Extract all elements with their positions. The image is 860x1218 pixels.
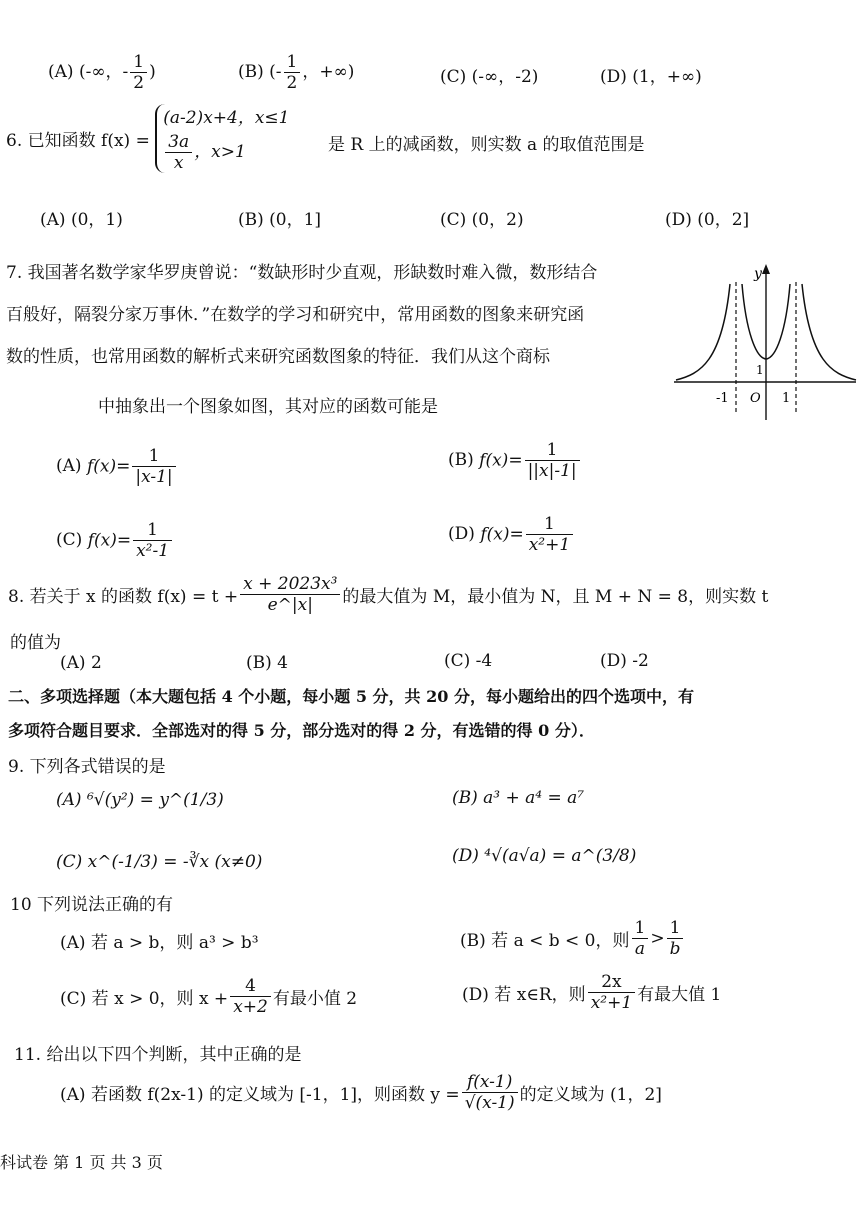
section2-instructions: 多项符合题目要求．全部选对的得 5 分，部分选对的得 2 分，有选错的得 0 分）． — [8, 721, 595, 740]
q10-option-b: (B) 若 a < b < 0，则 $\frac{1}{a}$ > $\frac{1}{b}$ — [460, 918, 685, 959]
q5-option-c: (C) (-∞，-2) — [440, 67, 539, 87]
q7-line-1: 7. 我国著名数学家华罗庚曾说：“数缺形时少直观，形缺数时难入微，数形结合 — [6, 263, 598, 283]
q9-option-a: (A) ⁶√(y²) = y^(1/3) — [56, 790, 224, 810]
q6-piecewise: (a-2)x+4，x≤1 $\frac{3a}{x}$ ，x>1 — [155, 104, 289, 173]
q11-option-a: (A) 若函数 f(2x-1) 的定义域为 [-1，1]，则函数 y = $\frac{f(x-1)}{√(x-1)}$ 的定义域为 (1，2] — [60, 1072, 662, 1113]
q5-option-b: (B) (- $\frac{1}{2}$ ，+∞) — [238, 52, 355, 93]
q8-stem: 8. 若关于 x 的函数 f(x) = t + $\frac{\text{x + 2023x³}}{e\^{}|x|}$ 的最大值为 M，最小值为 N，且 M + N = 8，则实数 t — [8, 574, 769, 615]
q6-option-c: (C) (0，2) — [440, 210, 524, 230]
y-axis-arrow — [762, 264, 770, 274]
q9-title: 9. 下列各式错误的是 — [8, 757, 166, 777]
graph-pos-one: 1 — [782, 391, 791, 406]
q6-option-d: (D) (0，2] — [665, 210, 750, 230]
q9-option-c: (C) x^(-1/3) = -∛x (x≠0) — [56, 852, 263, 872]
q5-options-row — [48, 52, 156, 93]
q7-option-b: (B) f(x)= $\frac{1}{||x|-1|}$ — [448, 440, 582, 481]
q7-line-3: 数的性质，也常用函数的解析式来研究函数图象的特征．我们从这个商标 — [6, 347, 550, 367]
q7-option-c: (C) f(x)= $\frac{1}{\text{x²-1}}$ — [56, 520, 174, 561]
q7-line-2: 百般好，隔裂分家万事休．”在数学的学习和研究中，常用函数的图象来研究函 — [6, 305, 585, 325]
q8-option-c: (C) -4 — [444, 651, 493, 671]
q6-option-a: (A) (0，1) — [40, 210, 123, 230]
q6-stem: 6. 已知函数 f(x) = (a-2)x+4，x≤1 $\frac{3a}{x}$ ，x>1 — [6, 104, 290, 173]
graph-origin: O — [750, 391, 761, 406]
q5-option-a: (A) (-∞，- $\frac{1}{2}$ ) — [48, 52, 156, 93]
q10-option-d: (D) 若 x∈R，则 $\frac{2x}{\text{x²+1}}$ 有最大值 1 — [462, 972, 722, 1013]
curve-right — [802, 284, 856, 380]
graph-neg-one: -1 — [716, 391, 729, 406]
q7-function-graph — [670, 262, 860, 422]
q11-title: 11. 给出以下四个判断，其中正确的是 — [14, 1045, 302, 1065]
section2-heading: 二、多项选择题（本大题包括 4 个小题，每小题 5 分，共 20 分，每小题给出的四个选项中，有 — [8, 687, 694, 706]
q7-line-4: 中抽象出一个图象如图，其对应的函数可能是 — [98, 397, 438, 417]
q7-option-d: (D) f(x)= $\frac{1}{\text{x²+1}}$ — [448, 514, 575, 555]
q8-option-b: (B) 4 — [246, 653, 288, 673]
q6-option-b: (B) (0，1] — [238, 210, 322, 230]
q9-option-d: (D) ⁴√(a√a) = a^(3/8) — [452, 846, 637, 866]
q5-option-d: (D) (1，+∞) — [600, 67, 702, 87]
q8-option-a: (A) 2 — [60, 653, 102, 673]
page-footer: 科试卷 第 1 页 共 3 页 — [0, 1153, 163, 1172]
q9-option-b: (B) a³ + a⁴ = a⁷ — [452, 788, 585, 808]
graph-y-label: y — [754, 266, 762, 282]
curve-left — [676, 284, 730, 380]
q7-option-a: (A) f(x)= $\frac{1}{|x-1|}$ — [56, 446, 178, 487]
q6-stem-suffix: 是 R 上的减函数，则实数 a 的取值范围是 — [328, 135, 645, 155]
q8-line-2: 的值为 — [10, 633, 61, 653]
q10-option-a: (A) 若 a > b，则 a³ > b³ — [60, 933, 259, 953]
q8-option-d: (D) -2 — [600, 651, 649, 671]
q10-option-c: (C) 若 x > 0，则 x + $\frac{4}{x+2}$ 有最小值 2 — [60, 976, 358, 1017]
q10-title: 10 下列说法正确的有 — [10, 895, 174, 915]
graph-one-y: 1 — [756, 363, 764, 377]
